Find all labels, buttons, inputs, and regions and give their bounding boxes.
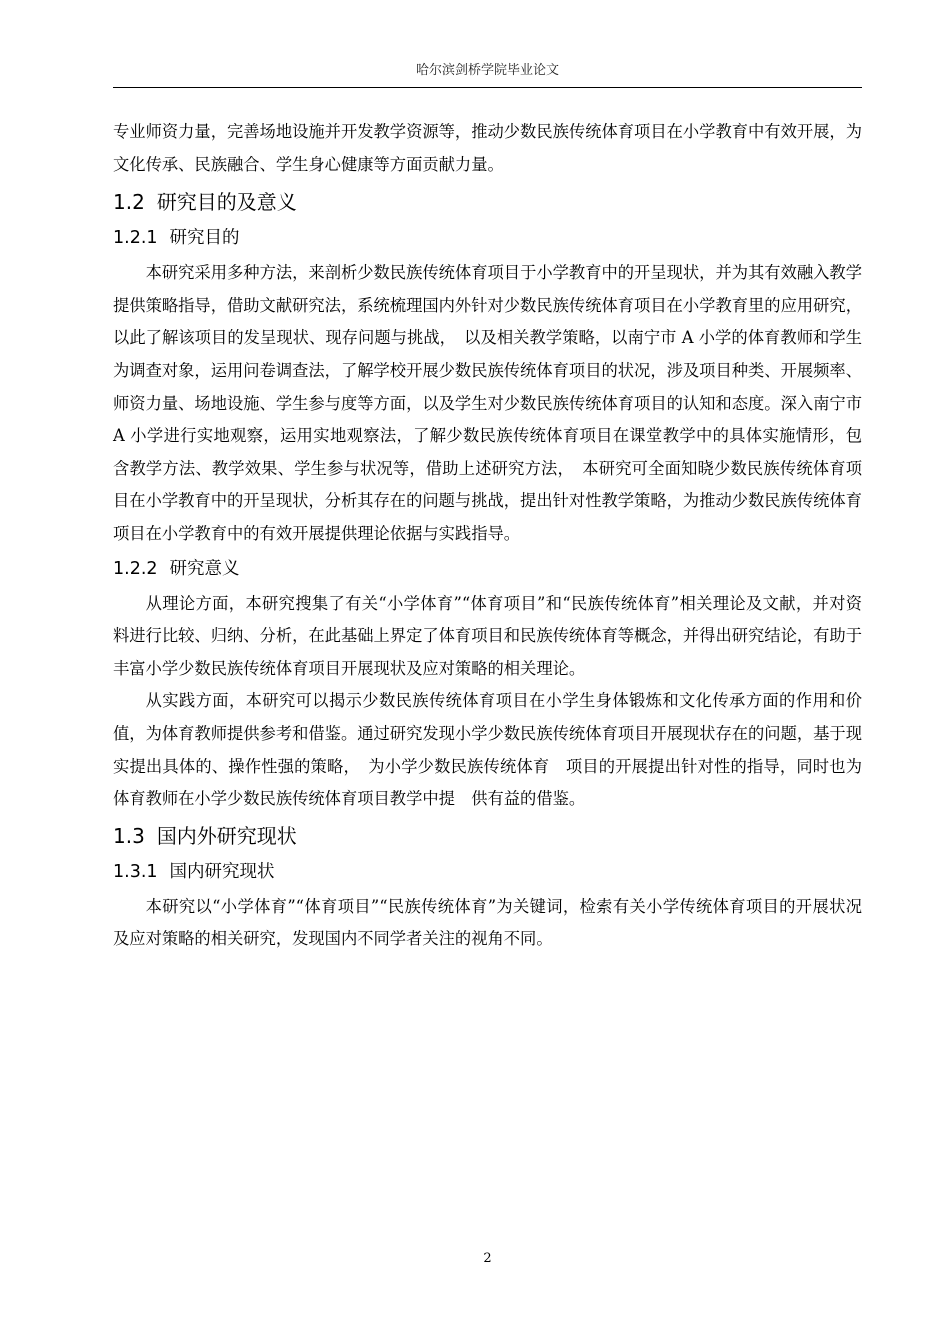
section-number: 1.2	[113, 190, 145, 215]
paragraph-continued: 专业师资力量，完善场地设施并开发教学资源等，推动少数民族传统体育项目在小学教育中有效开展，为文化传承、民族融合、学生身心健康等方面贡献力量。	[113, 122, 862, 174]
section-heading-1-3-1	[113, 860, 862, 884]
page-header: 哈尔滨剑桥学院毕业论文	[415, 63, 559, 78]
header-divider	[113, 87, 862, 88]
section-title: 国内研究现状	[169, 861, 275, 882]
section-heading-1-2	[113, 190, 862, 214]
paragraph-domestic-research: 本研究以“小学体育”“体育项目”“民族传统体育”为关键词，检索有关小学传统体育项目的开展状况及应对策略的相关研究，发现国内不同学者关注的视角不同。	[113, 896, 862, 949]
section-title: 研究目的	[169, 228, 240, 249]
paragraph-practice-significance: 从实践方面，本研究可以揭示少数民族传统体育项目在小学生身体锻炼和文化传承方面的作用和价值，为体育教师提供参考和借鉴。通过研究发现小学少数民族传统体育项目开展现状存在的问题，基于现实提出具体的、操作性强的策略， 为小学少数民族传统体育 项目的开展提出针对性的指导，同时也为体育教师在小学少数民族传统体育项目教学中提 供有益的借鉴。	[113, 691, 862, 809]
section-heading-1-2-2	[113, 557, 862, 581]
section-number: 1.2.2	[113, 558, 158, 579]
paragraph-research-purpose: 本研究采用多种方法，来剖析少数民族传统体育项目于小学教育中的开呈现状，并为其有效融入教学提供策略指导，借助文献研究法，系统梳理国内外针对少数民族传统体育项目在小学教育里的应用研究，以此了解该项目的发呈现状、现存问题与挑战， 以及相关教学策略，以南宁市 A 小学的体育教师和学生为调查对象，运用问卷调查法，了解学校开展少数民族传统体育项目的状况，涉及项目种类、开展频率、师资力量、场地设施、学生参与度等方面，以及学生对少数民族传统体育项目的认知和态度。深入南宁市 A 小学进行实地观察，运用实地观察法，了解少数民族传统体育项目在课堂教学中的具体实施情形，包含教学方法、教学效果、学生参与状况等，借助上述研究方法， 本研究可全面知晓少数民族传统体育项目在小学教育中的开呈现状，分析其存在的问题与挑战，提出针对性教学策略，为推动少数民族传统体育项目在小学教育中的有效开展提供理论依据与实践指导。	[113, 263, 862, 543]
section-heading-1-3	[113, 824, 862, 848]
section-title: 国内外研究现状	[156, 823, 297, 848]
section-number: 1.2.1	[113, 228, 158, 249]
section-number: 1.3	[113, 823, 145, 848]
page-number: 2	[483, 1251, 492, 1266]
page-content	[113, 116, 862, 956]
section-title: 研究目的及意义	[156, 190, 297, 215]
section-title: 研究意义	[169, 558, 240, 579]
section-heading-1-2-1	[113, 226, 862, 250]
section-number: 1.3.1	[113, 861, 158, 882]
paragraph-theory-significance: 从理论方面，本研究搜集了有关“小学体育”“体育项目”和“民族传统体育”相关理论及文献，并对资料进行比较、归纳、分析，在此基础上界定了体育项目和民族传统体育等概念，并得出研究结论，有助于丰富小学少数民族传统体育项目开展现状及应对策略的相关理论。	[113, 593, 862, 678]
